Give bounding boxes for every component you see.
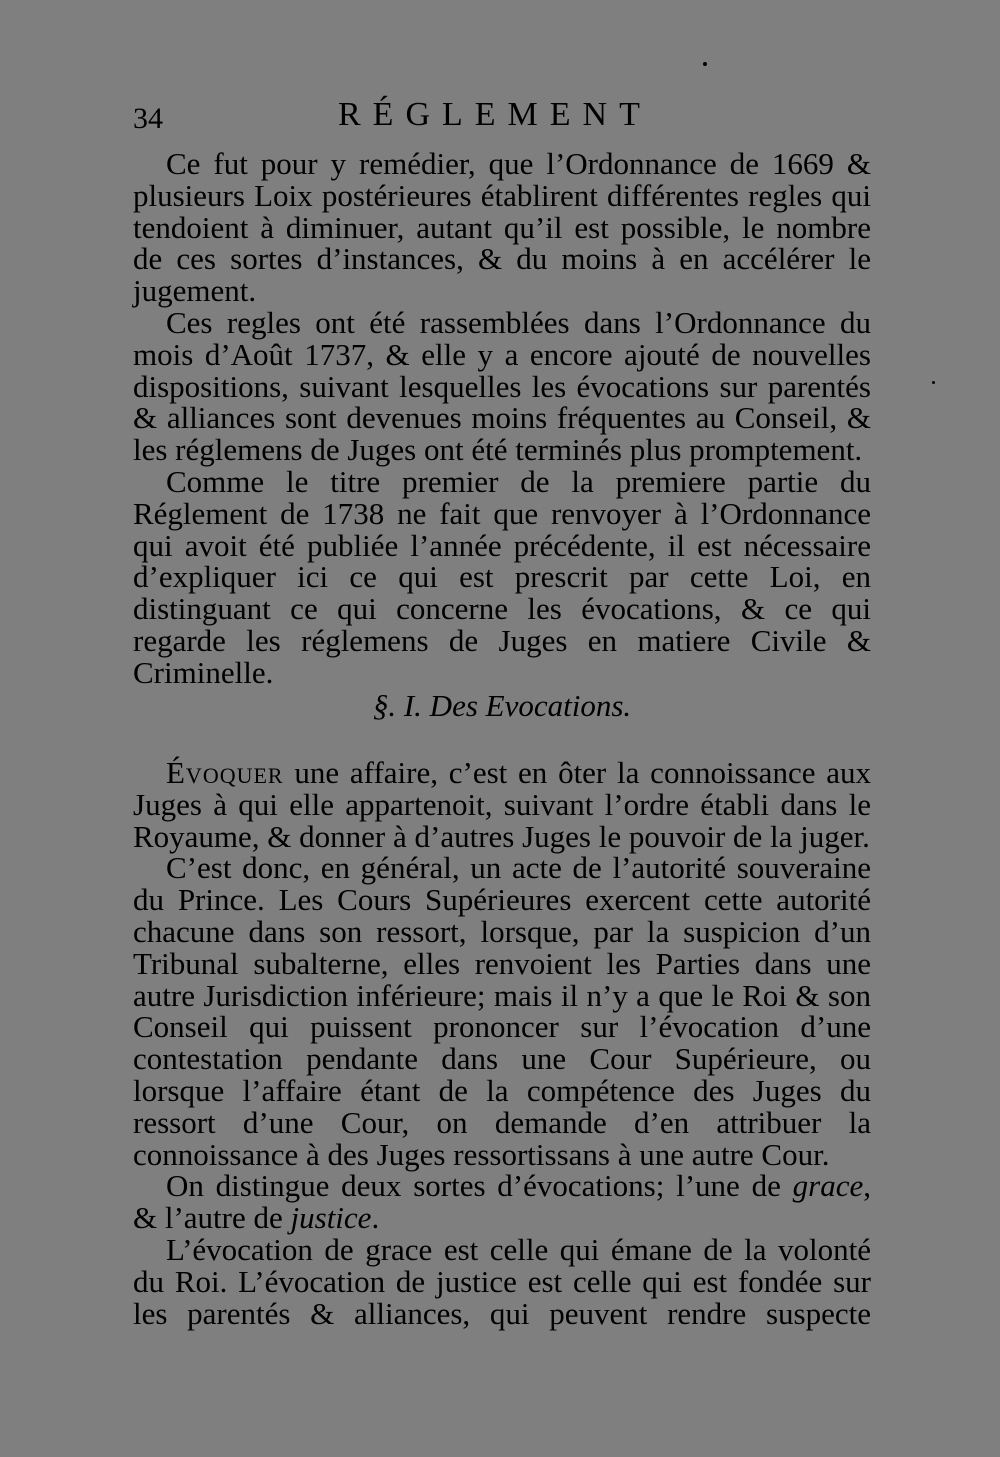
paragraph [133, 1170, 871, 1234]
text-block-evocations [133, 757, 871, 1329]
paragraph-text: On distingue deux sortes d’évocations; l’une de [166, 1168, 793, 1204]
paragraph-text: , & l’autre de [133, 1168, 871, 1236]
page-number: 34 [133, 102, 163, 135]
paragraph: Comme le titre premier de la premiere partie du Réglement de 1738 ne fait que renvoyer à l’Ordonnance qui avoit été publiée l’année précédente, il est nécessaire d’expliquer ici ce qui est prescrit par cette Loi, en distinguant ce qui concerne les évocations, & ce qui regarde les réglemens de Juges en matiere Civile & Criminelle. [133, 463, 871, 690]
paragraph: C’est donc, en général, un acte de l’autorité souveraine du Prince. Les Cours Supérieures exercent cette autorité chacune dans son ressort, lorsque, par la suspicion d’un Tribunal subalterne, elles renvoient les Parties dans une autre Jurisdiction inférieure; mais il n’y a que le Roi & son Conseil qui puissent prononcer sur l’évocation d’une contestation pendante dans une Cour Supérieure, ou lorsque l’affaire étant de la compétence des Juges du ressort d’une Cour, on demande d’en attribuer la connoissance à des Juges ressortissans à une autre Cour. [133, 850, 871, 1172]
paragraph [133, 757, 871, 852]
paragraph-text: . [371, 1200, 380, 1236]
running-head [133, 96, 871, 140]
italic-term: grace [792, 1168, 864, 1204]
section-heading: §. I. Des Evocations. [372, 688, 632, 723]
paragraph: Ce fut pour y remédier, que l’Ordonnance de 1669 & plusieurs Loix postérieures établirent différentes regles qui tendoient à diminuer, autant qu’il est possible, le nombre de ces sortes d’instances, & du moins à en accélérer le jugement. [133, 146, 871, 309]
lead-word: Évoquer [166, 755, 284, 790]
running-title: RÉGLEMENT [338, 96, 652, 133]
italic-term: justice [290, 1200, 372, 1236]
text-block-intro [133, 148, 871, 689]
paragraph: Ces regles ont été rassemblées dans l’Ordonnance du mois d’Août 1737, & elle y a encore ajouté de nouvelles dispositions, suivant lesquelles les évocations sur parentés & alliances sont devenues moins fréquentes au Conseil, & les réglemens de Juges ont été terminés plus promptement. [133, 304, 871, 468]
ink-speck [932, 381, 935, 384]
paragraph-text: une affaire, c’est en ôter la connoissance aux Juges à qui elle appartenoit, suivant l’ordre établi dans le Royaume, & donner à d’autres Juges le pouvoir de la juger. [133, 755, 871, 854]
paragraph: L’évocation de grace est celle qui émane de la volonté du Roi. L’évocation de justice est celle qui est fondée sur les parentés & alliances, qui peuvent rendre suspecte [133, 1231, 871, 1331]
ink-speck [703, 62, 707, 66]
